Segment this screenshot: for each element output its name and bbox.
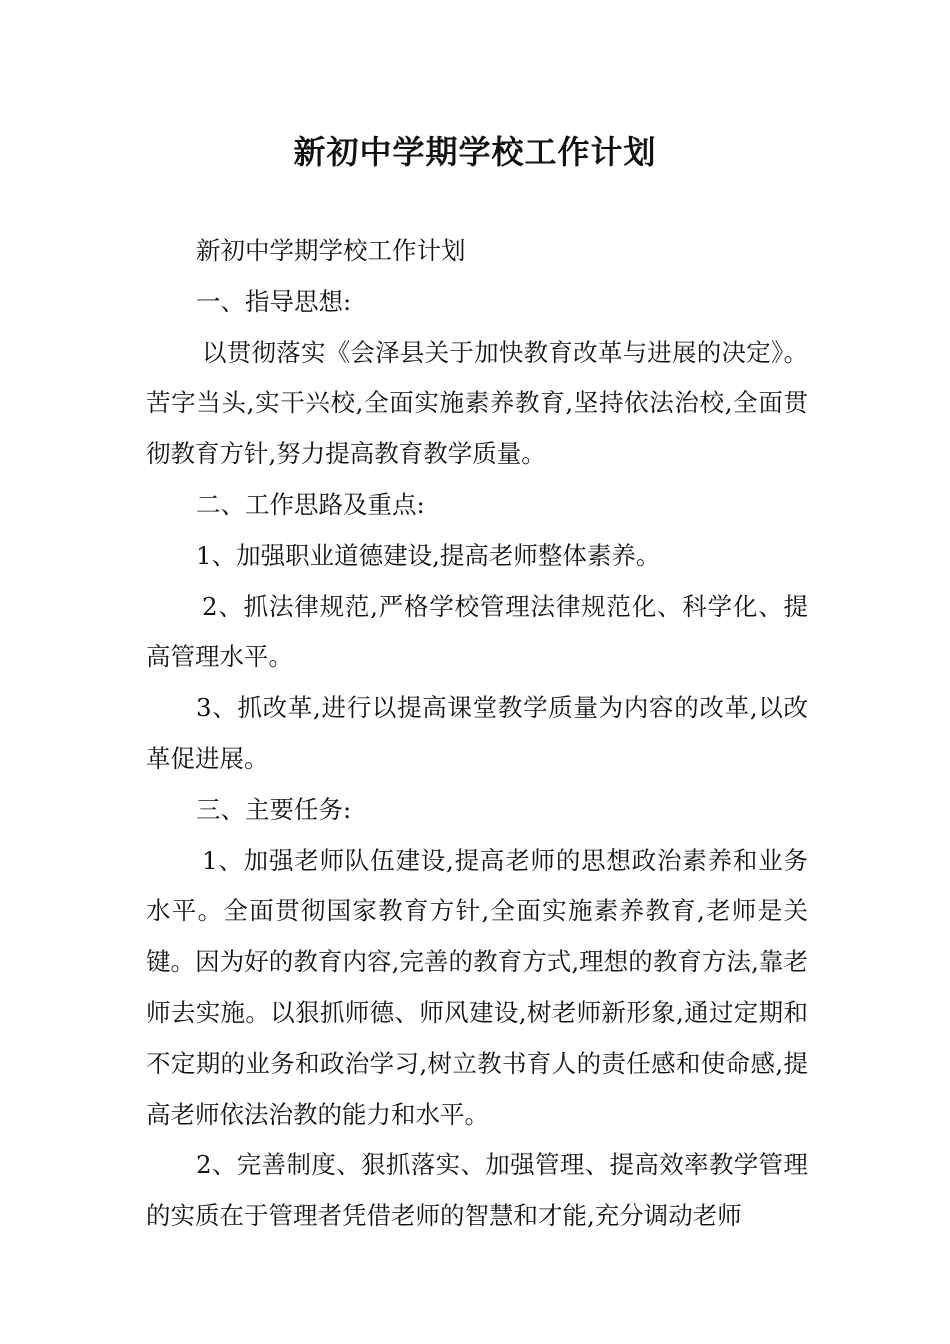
paragraph-subtitle: 新初中学期学校工作计划 — [196, 236, 466, 265]
paragraph-focus-2: 2、抓法律规范,严格学校管理法律规范化、科学化、提高管理水平。 — [146, 591, 808, 672]
document-title: 新初中学期学校工作计划 — [293, 133, 657, 171]
heading-work-focus: 二、工作思路及重点: — [196, 489, 425, 519]
document-body — [146, 226, 808, 1242]
heading-guiding-thought: 一、指导思想: — [196, 286, 352, 316]
paragraph-focus-1: 1、加强职业道德建设,提高老师整体素养。 — [196, 540, 661, 570]
paragraph-task-2: 2、完善制度、狠抓落实、加强管理、提高效率教学管理的实质在于管理者凭借老师的智慧和才能,充分调动老师 — [146, 1150, 808, 1231]
paragraph-guiding-thought: 以贯彻落实《会泽县关于加快教育改革与进展的决定》。苦字当头,实干兴校,全面实施素养教育,坚持依法治校,全面贯彻教育方针,努力提高教育教学质量。 — [146, 337, 808, 469]
paragraph-focus-3: 3、抓改革,进行以提高课堂教学质量为内容的改革,以改革促进展。 — [146, 693, 808, 773]
paragraph-task-1: 1、加强老师队伍建设,提高老师的思想政治素养和业务水平。全面贯彻国家教育方针,全面实施素养教育,老师是关键。因为好的教育内容,完善的教育方式,理想的教育方法,靠老师去实施。以狠抓师德、师风建设,树老师新形象,通过定期和不定期的业务和政治学习,树立教书育人的责任感和使命感,提高老师依法治教的能力和水平。 — [146, 845, 808, 1129]
heading-main-tasks: 三、主要任务: — [196, 794, 352, 824]
